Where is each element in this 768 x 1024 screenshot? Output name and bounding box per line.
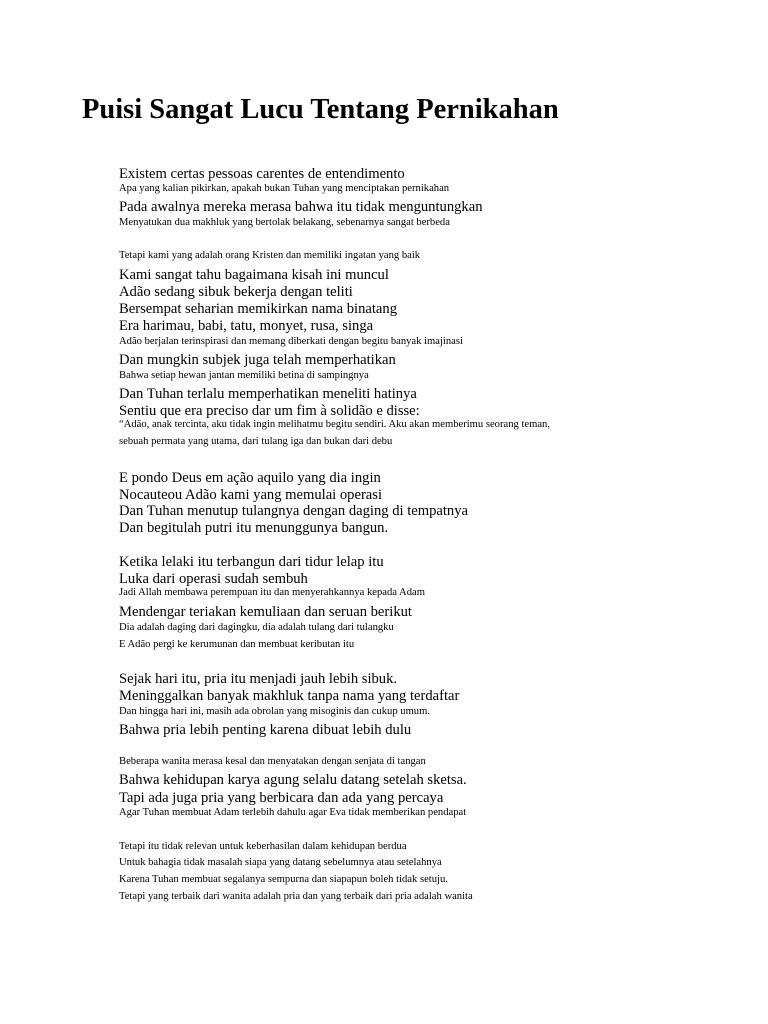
poem-line: E pondo Deus em ação aquilo yang dia ingin: [119, 470, 381, 486]
poem-line: Dan hingga hari ini, masih ada obrolan yang misoginis dan cukup umum.: [119, 706, 430, 717]
poem-line: E Adão pergi ke kerumunan dan membuat keributan itu: [119, 639, 355, 650]
poem-line: Menyatukan dua makhluk yang bertolak belakang, sebenarnya sangat berbeda: [119, 217, 450, 228]
poem-line: Dan begitulah putri itu menunggunya bangun.: [119, 520, 389, 536]
poem-line: Karena Tuhan membuat segalanya sempurna dan siapapun boleh tidak setuju.: [119, 874, 448, 885]
poem-line: Meninggalkan banyak makhluk tanpa nama yang terdaftar: [119, 688, 460, 704]
poem-line: Bahwa pria lebih penting karena dibuat lebih dulu: [119, 722, 412, 738]
poem-line: Sejak hari itu, pria itu menjadi jauh lebih sibuk.: [119, 671, 398, 687]
poem-line: Bahwa setiap hewan jantan memiliki betina di sampingnya: [119, 370, 369, 381]
poem-line: Dan mungkin subjek juga telah memperhatikan: [119, 352, 396, 368]
poem-line: Bersempat seharian memikirkan nama binatang: [119, 301, 397, 317]
poem-line: Tetapi itu tidak relevan untuk keberhasilan dalam kehidupan berdua: [119, 841, 407, 852]
poem-line: Adão sedang sibuk bekerja dengan teliti: [119, 284, 353, 300]
poem-line: Dia adalah daging dari dagingku, dia adalah tulang dari tulangku: [119, 622, 394, 633]
poem-line: Dan Tuhan menutup tulangnya dengan daging di tempatnya: [119, 503, 468, 519]
poem-line: Untuk bahagia tidak masalah siapa yang datang sebelumnya atau setelahnya: [119, 857, 442, 868]
poem-line: Tapi ada juga pria yang berbicara dan ada yang percaya: [119, 790, 444, 806]
poem-line: Jadi Allah membawa perempuan itu dan menyerahkannya kepada Adam: [119, 587, 425, 598]
poem-line: Sentiu que era preciso dar um fim à solidão e disse:: [119, 403, 420, 419]
poem-line: Pada awalnya mereka merasa bahwa itu tidak menguntungkan: [119, 199, 483, 215]
poem-line: Adão berjalan terinspirasi dan memang diberkati dengan begitu banyak imajinasi: [119, 336, 463, 347]
poem-line: Mendengar teriakan kemuliaan dan seruan berikut: [119, 604, 412, 620]
poem-line: Nocauteou Adão kami yang memulai operasi: [119, 487, 383, 503]
poem-line: Era harimau, babi, tatu, monyet, rusa, singa: [119, 318, 374, 334]
poem-line: Tetapi yang terbaik dari wanita adalah pria dan yang terbaik dari pria adalah wanita: [119, 891, 473, 902]
poem-line: Existem certas pessoas carentes de entendimento: [119, 166, 405, 182]
document-title: Puisi Sangat Lucu Tentang Pernikahan: [82, 94, 559, 125]
poem-line: Bahwa kehidupan karya agung selalu datang setelah sketsa.: [119, 772, 467, 788]
poem-line: Dan Tuhan terlalu memperhatikan meneliti hatinya: [119, 386, 417, 402]
poem-line: Ketika lelaki itu terbangun dari tidur lelap itu: [119, 554, 384, 570]
poem-line: Luka dari operasi sudah sembuh: [119, 571, 308, 587]
poem-line: sebuah permata yang utama, dari tulang iga dan bukan dari debu: [119, 436, 393, 447]
poem-line: Kami sangat tahu bagaimana kisah ini muncul: [119, 267, 389, 283]
poem-line: Agar Tuhan membuat Adam terlebih dahulu agar Eva tidak memberikan pendapat: [119, 807, 467, 818]
poem-line: Apa yang kalian pikirkan, apakah bukan Tuhan yang menciptakan pernikahan: [119, 183, 450, 194]
poem-line: “Adão, anak tercinta, aku tidak ingin melihatmu begitu sendiri. Aku akan memberimu seorang teman,: [119, 419, 550, 430]
poem-line: Beberapa wanita merasa kesal dan menyatakan dengan senjata di tangan: [119, 756, 426, 767]
poem-line: Tetapi kami yang adalah orang Kristen dan memiliki ingatan yang baik: [119, 250, 421, 261]
